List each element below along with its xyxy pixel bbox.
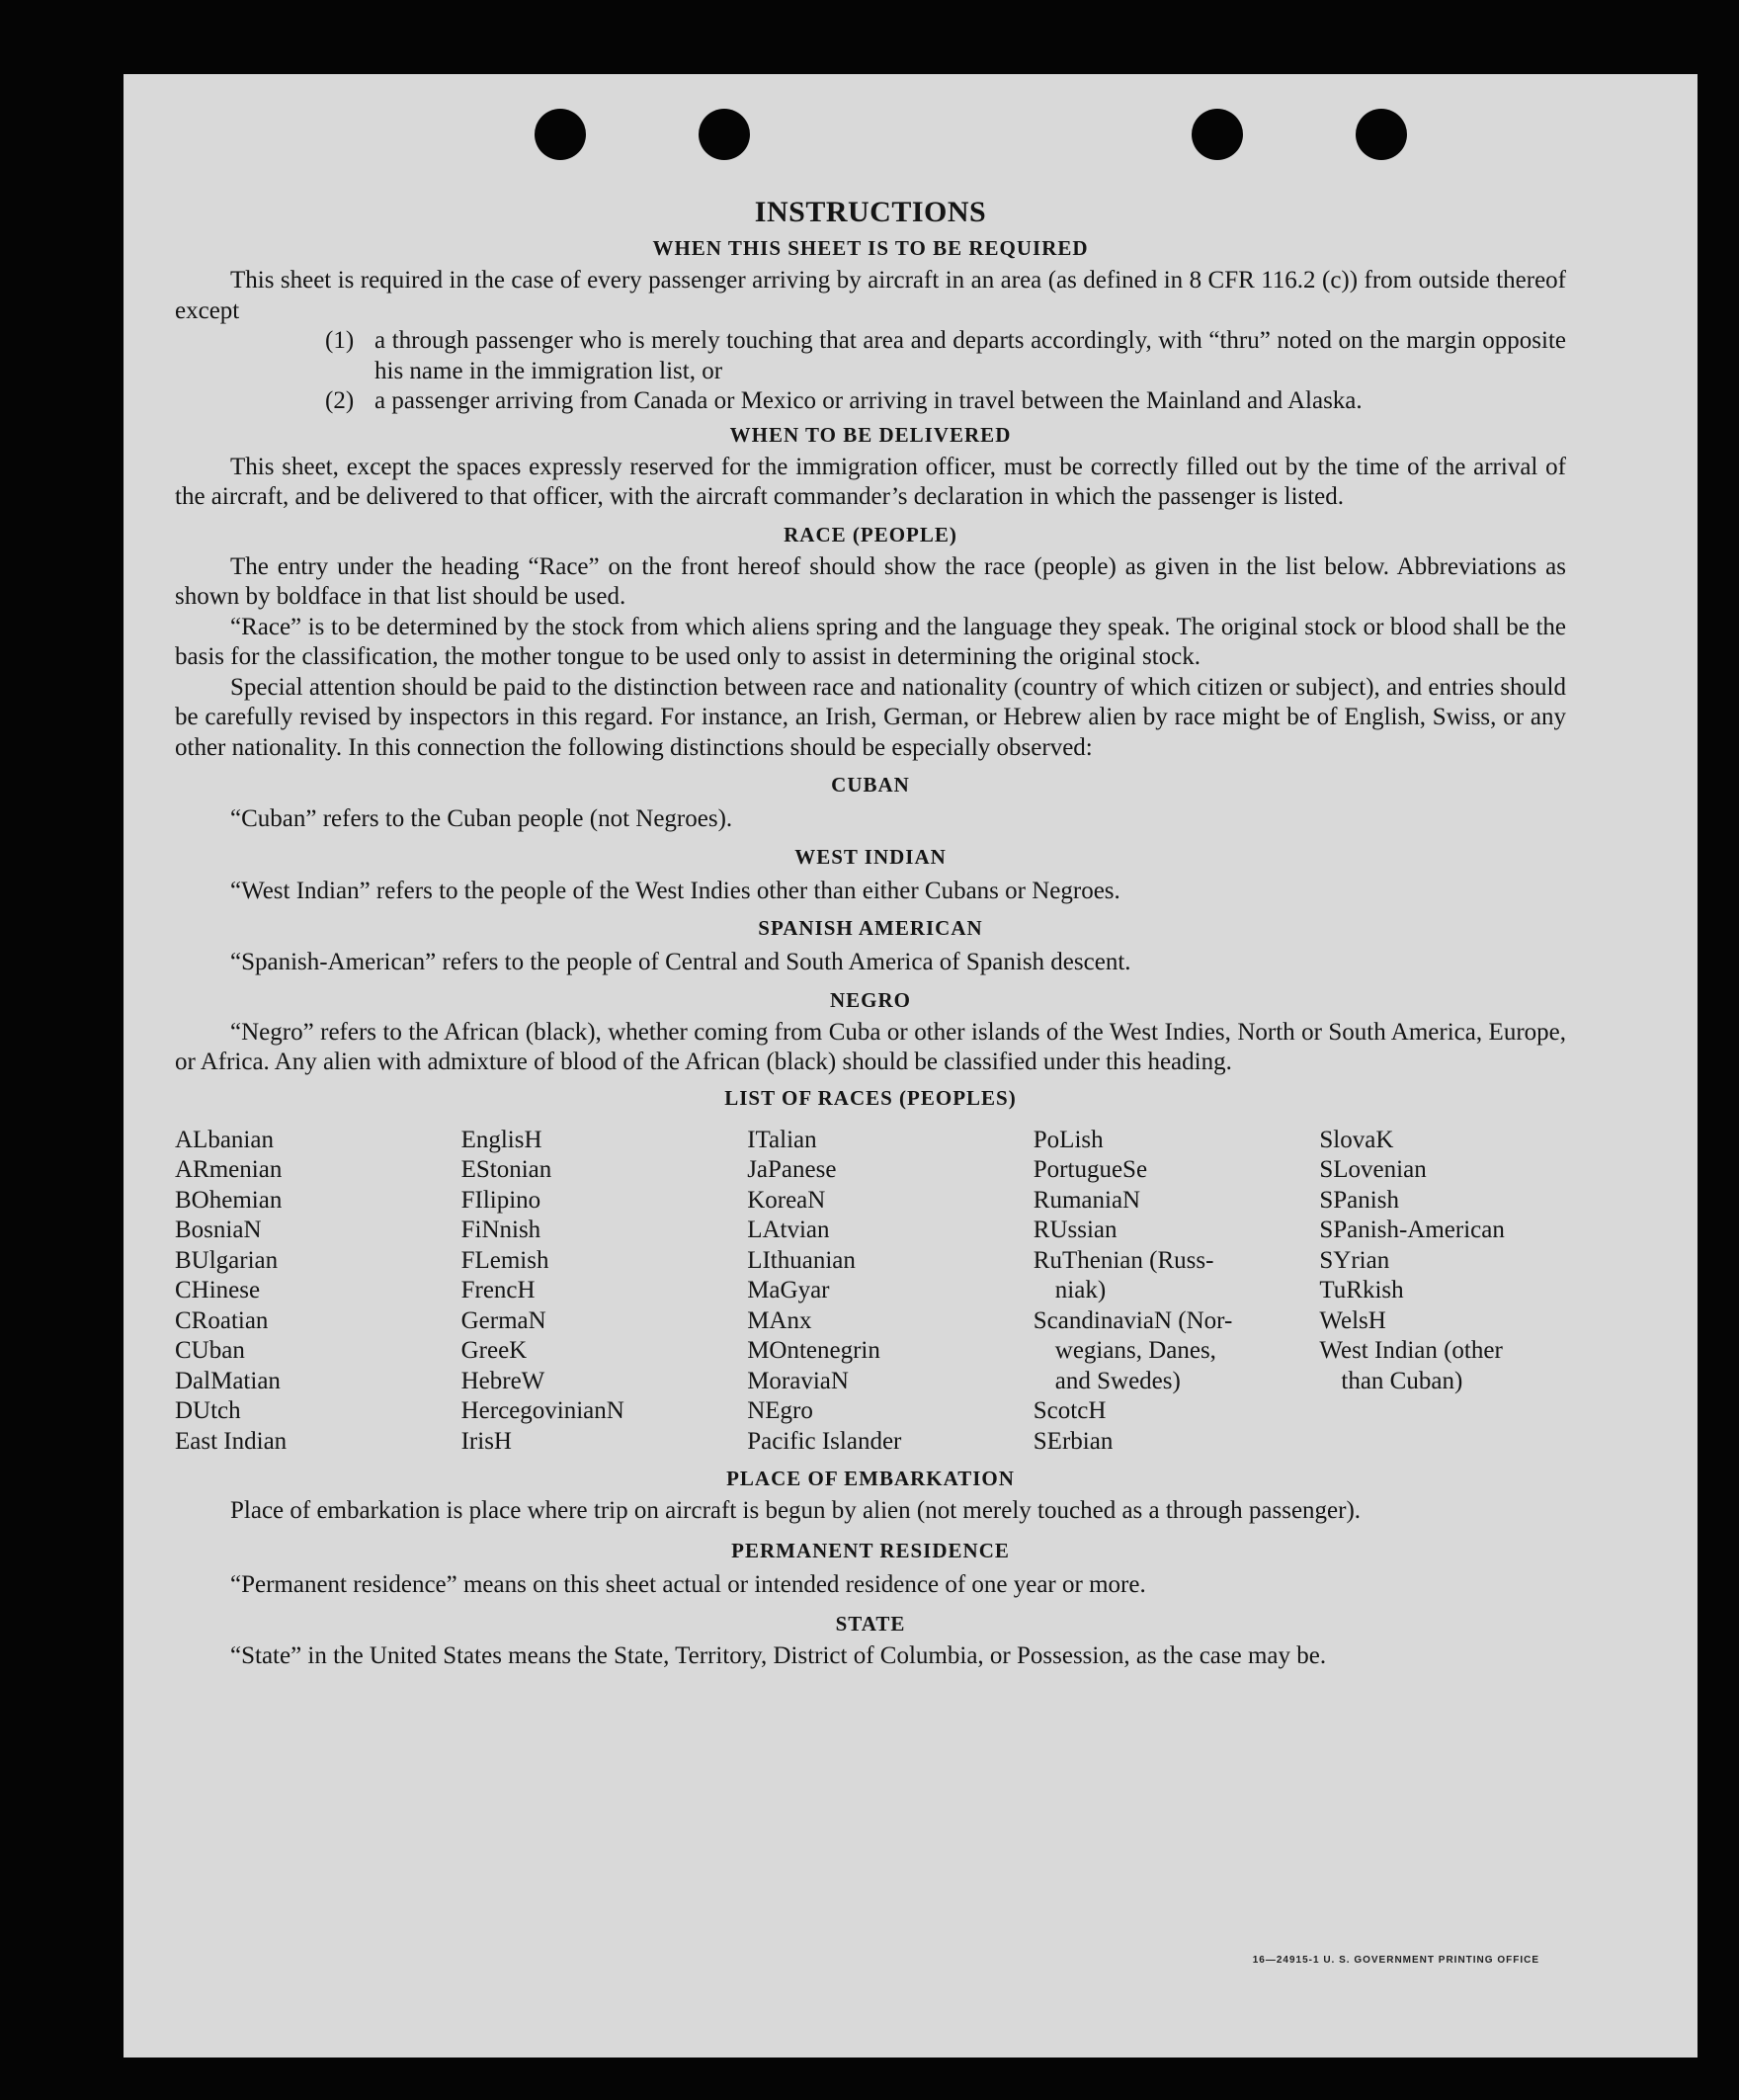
section-heading-negro: NEGRO bbox=[829, 987, 911, 1012]
exception-1-text: a through passenger who is merely touching that area and departs accordingly, with “thru” noted on the margin opposite his name in the immigration list, or bbox=[374, 327, 1566, 384]
race-entry: HebreW bbox=[460, 1367, 545, 1394]
race-entry: SPanish bbox=[1319, 1186, 1399, 1214]
race-entry: GreeK bbox=[460, 1337, 528, 1364]
race-entry: East Indian bbox=[175, 1427, 288, 1455]
race-entry: FrencH bbox=[460, 1277, 536, 1303]
race-entry: SlovaK bbox=[1319, 1126, 1394, 1153]
race-entry: HercegovinianN bbox=[460, 1397, 624, 1424]
race-paragraph-3: Special attention should be paid to the distinction between race and nationality (country of which citizen or subject), and entries should be carefully revised by inspectors in this regard. For instance, an Irish, German, or Hebrew alien by race might be of English, Swiss, or any other nationality. In this connection the following distinctions should be especially observed: bbox=[175, 673, 1566, 761]
exception-item-1 bbox=[175, 326, 1566, 386]
exception-item-2 bbox=[175, 386, 1566, 417]
exception-1-number: (1) bbox=[325, 327, 355, 354]
race-entry: ScotcH bbox=[1033, 1397, 1107, 1424]
race-entry: than Cuban) bbox=[1341, 1367, 1463, 1394]
race-entry: and Swedes) bbox=[1054, 1367, 1181, 1394]
page-title: INSTRUCTIONS bbox=[754, 196, 987, 228]
race-entry: LIthuanian bbox=[747, 1246, 856, 1274]
spanish-american-text: “Spanish-American” refers to the people of Central and South America of Spanish descent. bbox=[230, 949, 1131, 975]
section-heading-spanish-american: SPANISH AMERICAN bbox=[758, 916, 983, 940]
race-entry: EnglisH bbox=[460, 1126, 542, 1153]
race-entry: RuThenian (Russ- bbox=[1033, 1246, 1214, 1274]
race-entry: BosniaN bbox=[175, 1217, 262, 1243]
race-entry: TuRkish bbox=[1319, 1277, 1404, 1303]
race-entry: FIlipino bbox=[460, 1186, 541, 1214]
race-entry: SYrian bbox=[1319, 1246, 1390, 1274]
race-entry: niak) bbox=[1054, 1277, 1107, 1303]
section-heading-embarkation: PLACE OF EMBARKATION bbox=[726, 1467, 1015, 1490]
races-list bbox=[175, 1126, 1566, 1458]
race-entry: BOhemian bbox=[175, 1186, 283, 1214]
race-entry: CRoatian bbox=[175, 1306, 269, 1334]
race-entry: LAtvian bbox=[747, 1217, 830, 1243]
race-entry: FLemish bbox=[460, 1246, 549, 1274]
section-heading-delivered: WHEN TO BE DELIVERED bbox=[729, 422, 1012, 447]
race-entry: KoreaN bbox=[747, 1186, 826, 1214]
state-text: “State” in the United States means the State, Territory, District of Columbia, or Possession, as the case may be. bbox=[230, 1642, 1327, 1669]
race-entry: DUtch bbox=[175, 1397, 241, 1424]
race-entry: RUssian bbox=[1033, 1217, 1118, 1243]
section-heading-race: RACE (PEOPLE) bbox=[784, 522, 957, 546]
instructions-content bbox=[175, 195, 1566, 1672]
embarkation-text: Place of embarkation is place where trip on aircraft is begun by alien (not merely touched as a through passenger). bbox=[230, 1497, 1362, 1524]
race-entry: BUlgarian bbox=[175, 1246, 279, 1274]
west-indian-text: “West Indian” refers to the people of the West Indies other than either Cubans or Negroes. bbox=[230, 877, 1120, 904]
required-intro: This sheet is required in the case of every passenger arriving by aircraft in an area (as defined in 8 CFR 116.2 (c)) from outside thereof except bbox=[175, 267, 1566, 324]
race-entry: ITalian bbox=[747, 1126, 817, 1153]
race-entry: SPanish-American bbox=[1319, 1217, 1505, 1243]
race-entry: Pacific Islander bbox=[747, 1427, 902, 1455]
section-heading-state: STATE bbox=[835, 1612, 906, 1636]
races-column-5 bbox=[1319, 1126, 1566, 1458]
punch-hole-1 bbox=[535, 109, 586, 160]
punch-hole-3 bbox=[1192, 109, 1243, 160]
section-heading-west-indian: WEST INDIAN bbox=[794, 844, 947, 869]
race-entry: CUban bbox=[175, 1337, 245, 1364]
residence-text: “Permanent residence” means on this sheet actual or intended residence of one year or more. bbox=[230, 1570, 1146, 1598]
race-entry: RumaniaN bbox=[1033, 1186, 1141, 1214]
race-entry: EStonian bbox=[460, 1156, 552, 1183]
exception-2-text: a passenger arriving from Canada or Mexico or arriving in travel between the Mainland and Alaska. bbox=[374, 387, 1363, 414]
punch-hole-4 bbox=[1356, 109, 1407, 160]
races-column-1 bbox=[175, 1126, 461, 1458]
race-entry: DalMatian bbox=[175, 1367, 281, 1394]
race-entry: West Indian (other bbox=[1319, 1337, 1503, 1364]
race-entry: IrisH bbox=[460, 1427, 512, 1455]
race-entry: ALbanian bbox=[175, 1126, 274, 1153]
delivered-text: This sheet, except the spaces expressly reserved for the immigration officer, must be correctly filled out by the time of the arrival of the aircraft, and be delivered to that officer, with the aircraft commander’s declaration in which the passenger is listed. bbox=[175, 453, 1566, 510]
races-column-2 bbox=[461, 1126, 748, 1458]
section-heading-residence: PERMANENT RESIDENCE bbox=[731, 1538, 1010, 1562]
races-column-3 bbox=[747, 1126, 1034, 1458]
race-entry: ARmenian bbox=[175, 1156, 283, 1183]
exception-2-number: (2) bbox=[325, 387, 355, 414]
race-entry: CHinese bbox=[175, 1277, 261, 1303]
races-column-4 bbox=[1034, 1126, 1320, 1458]
race-entry: ScandinaviaN (Nor- bbox=[1033, 1306, 1233, 1334]
race-entry: MAnx bbox=[747, 1306, 812, 1334]
document-sheet bbox=[124, 74, 1698, 2058]
printing-office-footer: 16—24915-1 U. S. GOVERNMENT PRINTING OFFICE bbox=[1252, 1955, 1539, 1966]
section-heading-cuban: CUBAN bbox=[831, 773, 910, 797]
race-entry: MoraviaN bbox=[747, 1367, 849, 1394]
race-entry: PortugueSe bbox=[1033, 1156, 1148, 1183]
race-entry: FiNnish bbox=[460, 1217, 541, 1243]
section-heading-races-list: LIST OF RACES (PEOPLES) bbox=[724, 1085, 1017, 1110]
cuban-text: “Cuban” refers to the Cuban people (not Negroes). bbox=[230, 805, 733, 832]
race-paragraph-1: The entry under the heading “Race” on the front hereof should show the race (people) as given in the list below. Abbreviations as shown by boldface in that list should be used. bbox=[175, 552, 1566, 610]
race-entry: SErbian bbox=[1033, 1427, 1114, 1455]
race-entry: MOntenegrin bbox=[747, 1337, 880, 1364]
race-entry: MaGyar bbox=[747, 1277, 830, 1303]
negro-text: “Negro” refers to the African (black), whether coming from Cuba or other islands of the West Indies, North or South America, Europe, or Africa. Any alien with admixture of blood of the African (black) should be classified under this heading. bbox=[175, 1018, 1566, 1075]
race-entry: GermaN bbox=[460, 1306, 546, 1334]
race-entry: SLovenian bbox=[1319, 1156, 1427, 1183]
race-entry: JaPanese bbox=[747, 1156, 837, 1183]
race-entry: WelsH bbox=[1319, 1306, 1386, 1334]
race-entry: NEgro bbox=[747, 1397, 813, 1424]
race-entry: PoLish bbox=[1033, 1126, 1104, 1153]
punch-hole-2 bbox=[699, 109, 750, 160]
race-paragraph-2: “Race” is to be determined by the stock from which aliens spring and the language they speak. The original stock or blood shall be the basis for the classification, the mother tongue to be used only to assist in determining the original stock. bbox=[175, 613, 1566, 670]
section-heading-required: WHEN THIS SHEET IS TO BE REQUIRED bbox=[652, 236, 1089, 260]
race-entry: wegians, Danes, bbox=[1054, 1337, 1216, 1364]
